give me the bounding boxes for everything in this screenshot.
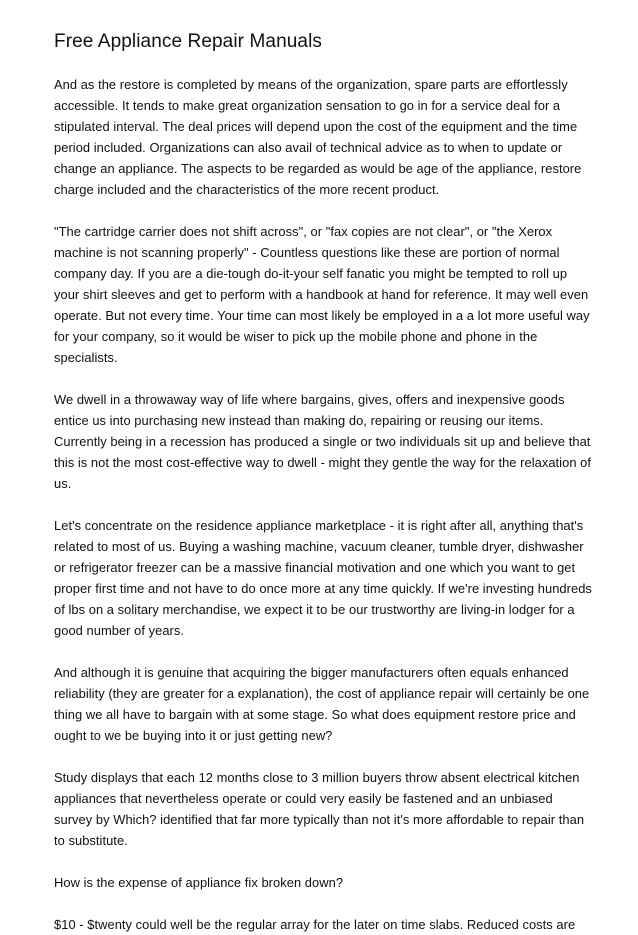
paragraph-1: And as the restore is completed by means of the organization, spare parts are effortlessly accessible. It tends to make great organization sensation to go in for a service deal for a stipulated interval. The deal prices will depend upon the cost of the equipment and the time period included. Organizations can also avail of technical advice as to when to update or change an appliance. The aspects to be regarded as would be age of the appliance, restore charge included and the characteristics of the more recent product.: [54, 77, 582, 197]
document-title: Free Appliance Repair Manuals: [54, 31, 322, 52]
paragraph-2: "The cartridge carrier does not shift across", or "fax copies are not clear", or "the Xerox machine is not scanning properly" - Countless questions like these are portion of normal company day. If you are a die-tough do-it-your self fanatic you might be tempted to roll up your shirt sleeves and get to perform with a handbook at hand for reference. It may well even operate. But not every time. Your time can most likely be employed in a a lot more useful way for your company, so it would be wiser to pick up the mobile phone and phone in the specialists.: [54, 224, 590, 365]
paragraph-7: How is the expense of appliance fix broken down?: [54, 875, 344, 890]
paragraph-3: We dwell in a throwaway way of life where bargains, gives, offers and inexpensive goods entice us into purchasing new instead than making do, repairing or reusing our items. Currently being in a recession has produced a single or two individuals sit up and believe that this is not the most cost-effective way to dwell - might they gentle the way for the relaxation of us.: [54, 392, 592, 491]
paragraph-5: And although it is genuine that acquiring the bigger manufacturers often equals enhanced reliability (they are greater for a explanation), the cost of appliance repair will certainly be one thing we all have to bargain with at some stage. So what does equipment restore price and ought to we be buying into it or just getting new?: [54, 665, 590, 743]
document-page: [54, 30, 594, 935]
paragraph-8: $10 - $twenty could well be the regular array for the later on time slabs. Reduced costs are: [54, 917, 576, 932]
paragraph-4: Let's concentrate on the residence appliance marketplace - it is right after all, anything that's related to most of us. Buying a washing machine, vacuum cleaner, tumble dryer, dishwasher or refrigerator freezer can be a massive financial motivation and one which you want to get proper first time and not have to do once more at any time quickly. If we're investing hundreds of lbs on a solitary merchandise, we expect it to be our trustworthy are living-in lodger for a good number of years.: [54, 518, 592, 638]
paragraph-6: Study displays that each 12 months close to 3 million buyers throw absent electrical kitchen appliances that nevertheless operate or could very easily be fastened and an unbiased survey by Which? identified that far more typically than not it's more affordable to repair than to substitute.: [54, 770, 585, 848]
